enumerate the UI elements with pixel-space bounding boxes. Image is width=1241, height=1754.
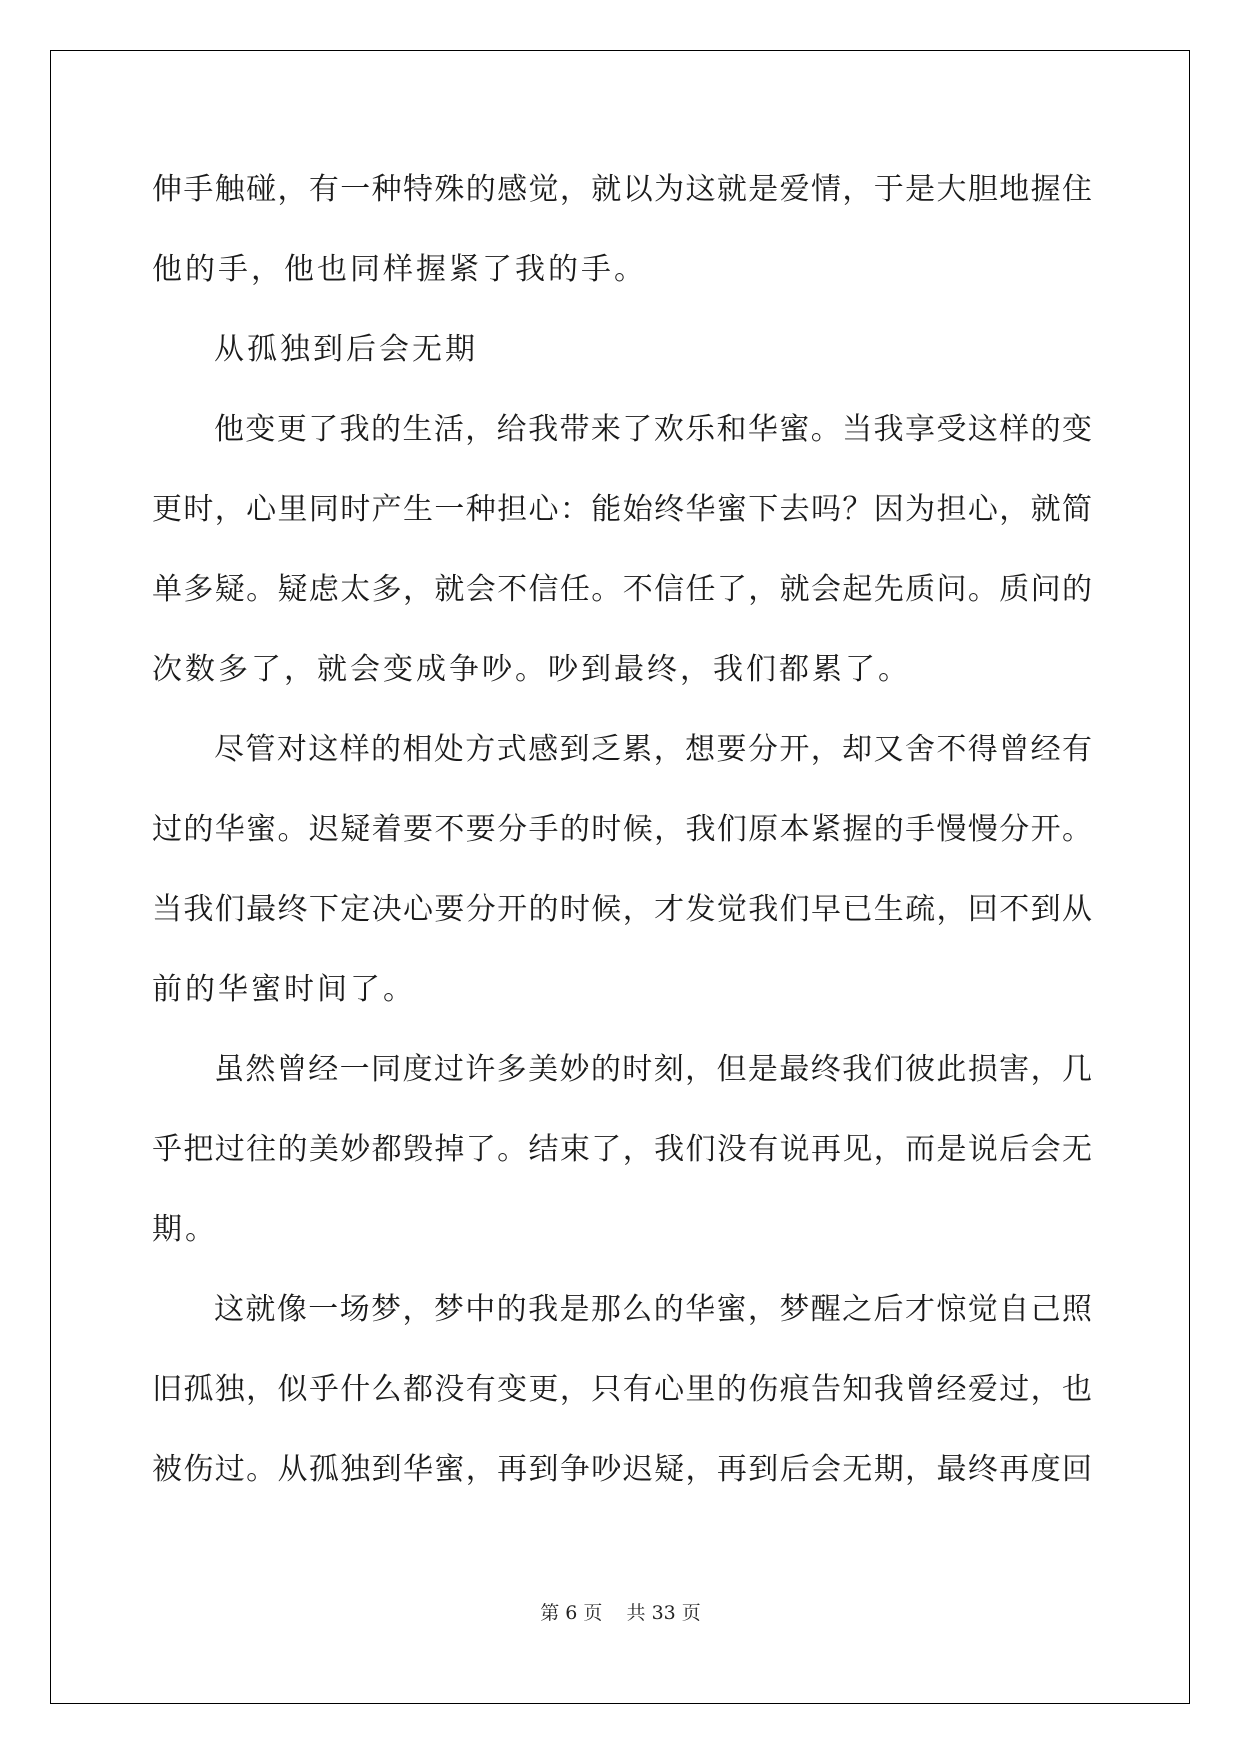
page-footer bbox=[0, 1598, 1241, 1625]
text-line: 被伤过。从孤独到华蜜，再到争吵迟疑，再到后会无期，最终再度回 bbox=[152, 1452, 1092, 1487]
text-line: 过的华蜜。迟疑着要不要分手的时候，我们原本紧握的手慢慢分开。 bbox=[152, 812, 1092, 847]
text-line: 虽然曾经一同度过许多美妙的时刻，但是最终我们彼此损害，几 bbox=[214, 1052, 1092, 1087]
text-line: 他变更了我的生活，给我带来了欢乐和华蜜。当我享受这样的变 bbox=[214, 412, 1092, 447]
text-line: 尽管对这样的相处方式感到乏累，想要分开，却又舍不得曾经有 bbox=[214, 732, 1092, 767]
page-total: 共 33 页 bbox=[626, 1602, 701, 1624]
text-line: 伸手触碰，有一种特殊的感觉，就以为这就是爱情，于是大胆地握住 bbox=[152, 172, 1092, 207]
text-line: 次数多了，就会变成争吵。吵到最终，我们都累了。 bbox=[152, 652, 911, 687]
page-number: 第 6 页 bbox=[540, 1602, 603, 1624]
text-line: 他的手，他也同样握紧了我的手。 bbox=[152, 252, 647, 287]
text-line: 期。 bbox=[152, 1212, 218, 1247]
text-line: 前的华蜜时间了。 bbox=[152, 972, 416, 1007]
text-line: 这就像一场梦，梦中的我是那么的华蜜，梦醒之后才惊觉自己照 bbox=[214, 1292, 1092, 1327]
text-line: 当我们最终下定决心要分开的时候，才发觉我们早已生疏，回不到从 bbox=[152, 892, 1092, 927]
text-line: 从孤独到后会无期 bbox=[214, 332, 478, 367]
text-line: 更时，心里同时产生一种担心：能始终华蜜下去吗？因为担心，就简 bbox=[152, 492, 1092, 527]
text-line: 乎把过往的美妙都毁掉了。结束了，我们没有说再见，而是说后会无 bbox=[152, 1132, 1092, 1167]
text-line: 单多疑。疑虑太多，就会不信任。不信任了，就会起先质问。质问的 bbox=[152, 572, 1092, 607]
document-body bbox=[152, 150, 1092, 1510]
text-line: 旧孤独，似乎什么都没有变更，只有心里的伤痕告知我曾经爱过，也 bbox=[152, 1372, 1092, 1407]
